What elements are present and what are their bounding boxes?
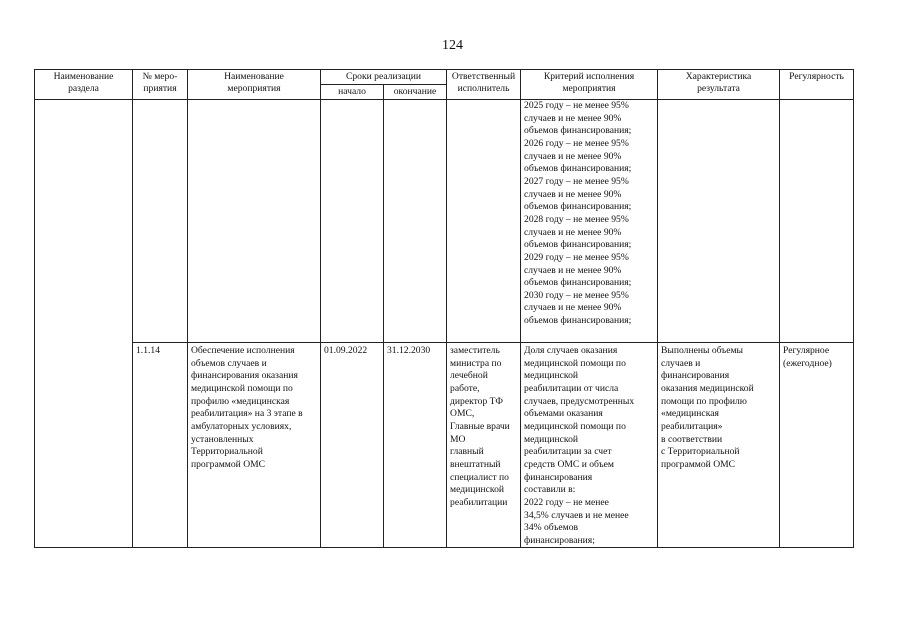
event-result: Выполнены объемы случаев и финансирования оказания медицинской помощи по профилю «медицинская реабилитация» в соответствии с Территориальной программой ОМС bbox=[658, 342, 780, 548]
header-end: окончание bbox=[384, 84, 447, 99]
criterion-continuation: 2025 году – не менее 95% случаев и не менее 90% объемов финансирования; 2026 году – не менее 95% случаев и не менее 90% объемов финансирования; 2027 году – не менее 95% случаев и не менее 90% объемов финансирования; 2028 году – не менее 95% случаев и не менее 90% объемов финансирования; 2029 году – не менее 95% случаев и не менее 90% объемов финансирования; 2030 году – не менее 95% случаев и не менее 90% объемов финансирования; bbox=[521, 99, 658, 342]
header-criterion: Критерий исполнения мероприятия bbox=[521, 70, 658, 100]
header-deadlines: Сроки реализации bbox=[321, 70, 447, 85]
header-event-name: Наименование мероприятия bbox=[188, 70, 321, 100]
number-cell-empty bbox=[133, 99, 188, 342]
table-row-continuation bbox=[35, 99, 854, 342]
events-table bbox=[34, 69, 854, 548]
event-regularity: Регулярное (ежегодное) bbox=[780, 342, 854, 548]
page-number: 124 bbox=[442, 38, 463, 53]
header-section-name: Наименование раздела bbox=[35, 70, 133, 100]
regularity-cell-empty bbox=[780, 99, 854, 342]
header-event-number: № меро- приятия bbox=[133, 70, 188, 100]
result-cell-empty bbox=[658, 99, 780, 342]
header-start: начало bbox=[321, 84, 384, 99]
start-cell-empty bbox=[321, 99, 384, 342]
event-start: 01.09.2022 bbox=[321, 342, 384, 548]
event-criterion: Доля случаев оказания медицинской помощи по медицинской реабилитации от числа случаев, предусмотренных объемами оказания медицинской помощи по медицинской реабилитации за счет средств ОМС и объем финансирования составили в: 2022 году – не менее 34,5% случаев и не менее 34% объемов финансирования; bbox=[521, 342, 658, 548]
event-end: 31.12.2030 bbox=[384, 342, 447, 548]
event-number: 1.1.14 bbox=[133, 342, 188, 548]
executor-cell-empty bbox=[447, 99, 521, 342]
section-cell bbox=[35, 99, 133, 548]
event-name: Обеспечение исполнения объемов случаев и финансирования оказания медицинской помощи по профилю «медицинская реабилитация» на 3 этапе в амбулаторных условиях, установленных Территориальной программой ОМС bbox=[188, 342, 321, 548]
name-cell-empty bbox=[188, 99, 321, 342]
event-executor: заместитель министра по лечебной работе, директор ТФ ОМС, Главные врачи МО главный внештатный специалист по медицинской реабилитации bbox=[447, 342, 521, 548]
end-cell-empty bbox=[384, 99, 447, 342]
header-regularity: Регулярность bbox=[780, 70, 854, 100]
table-row-1-1-14 bbox=[35, 342, 854, 548]
header-result: Характеристика результата bbox=[658, 70, 780, 100]
header-executor: Ответственный исполнитель bbox=[447, 70, 521, 100]
